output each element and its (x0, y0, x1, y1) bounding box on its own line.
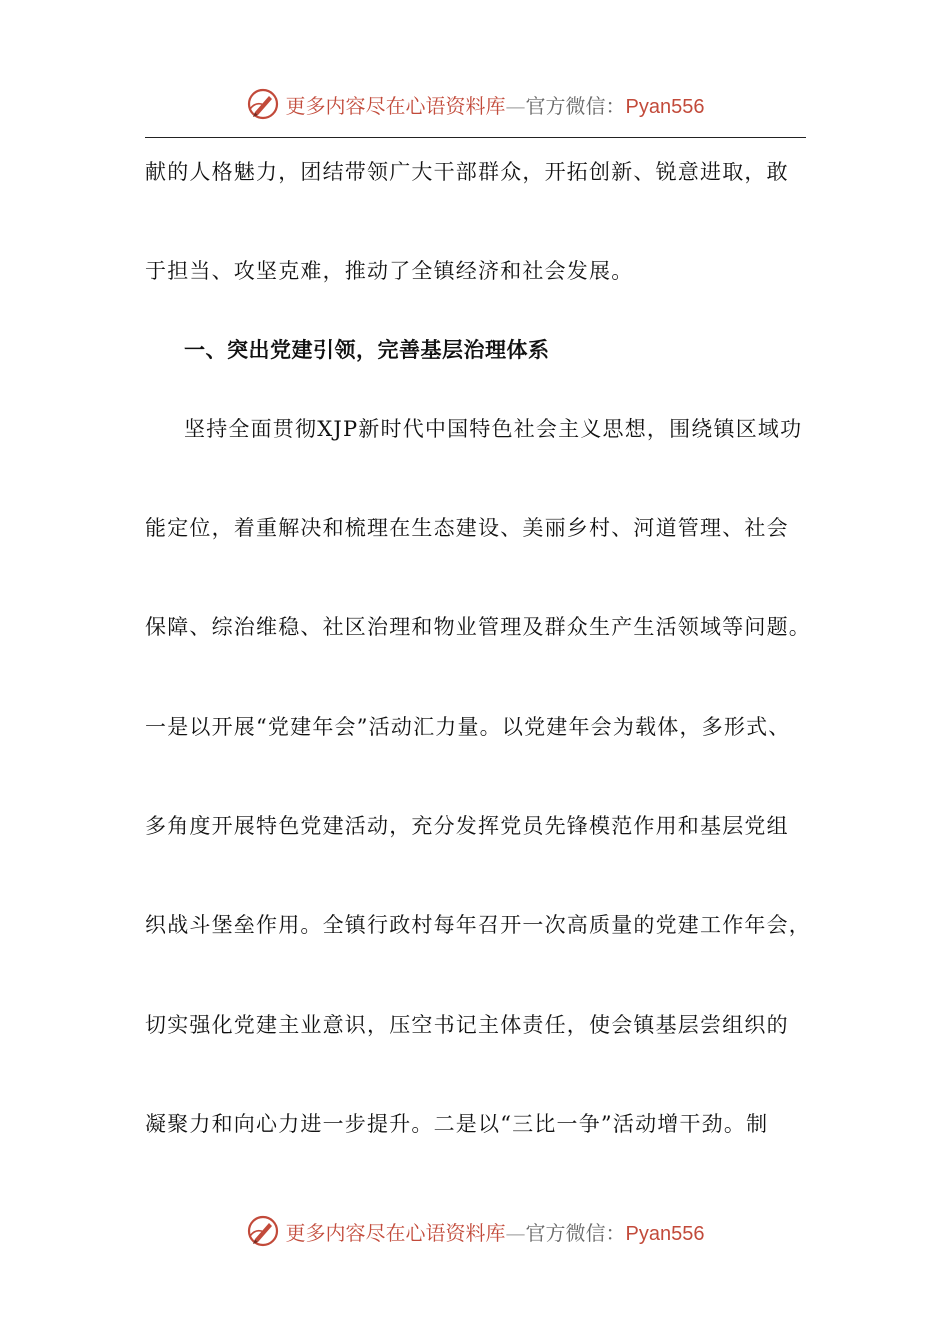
watermark-wechat-label: 官方微信： (525, 1220, 626, 1245)
watermark-text (286, 1217, 705, 1246)
body-line: 坚持全面贯彻XJP新时代中国特色社会主义思想，围绕镇区域功 (184, 417, 803, 441)
body-line: 凝聚力和向心力进一步提升。二是以“三比一争”活动增干劲。制 (145, 1112, 769, 1136)
watermark-wechat-label: 官方微信： (525, 93, 626, 118)
body-line: 多角度开展特色党建活动，充分发挥党员先锋模范作用和基层党组 (145, 814, 789, 838)
watermark-wechat-id: Pyan556 (625, 1222, 705, 1245)
watermark-brand: 更多内容尽在心语资料库 (285, 93, 506, 118)
section-heading: 一、突出党建引领，完善基层治理体系 (184, 337, 550, 362)
body-line: 保障、综治维稳、社区治理和物业管理及群众生产生活领域等问题。 (145, 615, 811, 639)
header-rule (145, 137, 806, 138)
pen-logo-icon (246, 87, 280, 121)
header-watermark (0, 84, 950, 124)
watermark-text (286, 90, 705, 119)
body-line: 一是以开展“党建年会”活动汇力量。以党建年会为载体，多形式、 (145, 715, 791, 739)
body-line: 于担当、攻坚克难，推动了全镇经济和社会发展。 (145, 259, 634, 283)
watermark-dash: — (505, 93, 526, 118)
body-line: 切实强化党建主业意识，压空书记主体责任，使会镇基层尝组织的 (145, 1013, 789, 1037)
watermark-wechat-id: Pyan556 (625, 95, 705, 118)
watermark-brand: 更多内容尽在心语资料库 (285, 1220, 506, 1245)
body-line: 织战斗堡垒作用。全镇行政村每年召开一次高质量的党建工作年会， (145, 913, 811, 937)
body-line: 能定位，着重解决和梳理在生态建设、美丽乡村、河道管理、社会 (145, 516, 789, 540)
body-line: 献的人格魅力，团结带领广大干部群众，开拓创新、锐意进取，敢 (145, 160, 789, 184)
footer-watermark (0, 1211, 950, 1251)
watermark-dash: — (505, 1220, 526, 1245)
pen-logo-icon (246, 1214, 280, 1248)
